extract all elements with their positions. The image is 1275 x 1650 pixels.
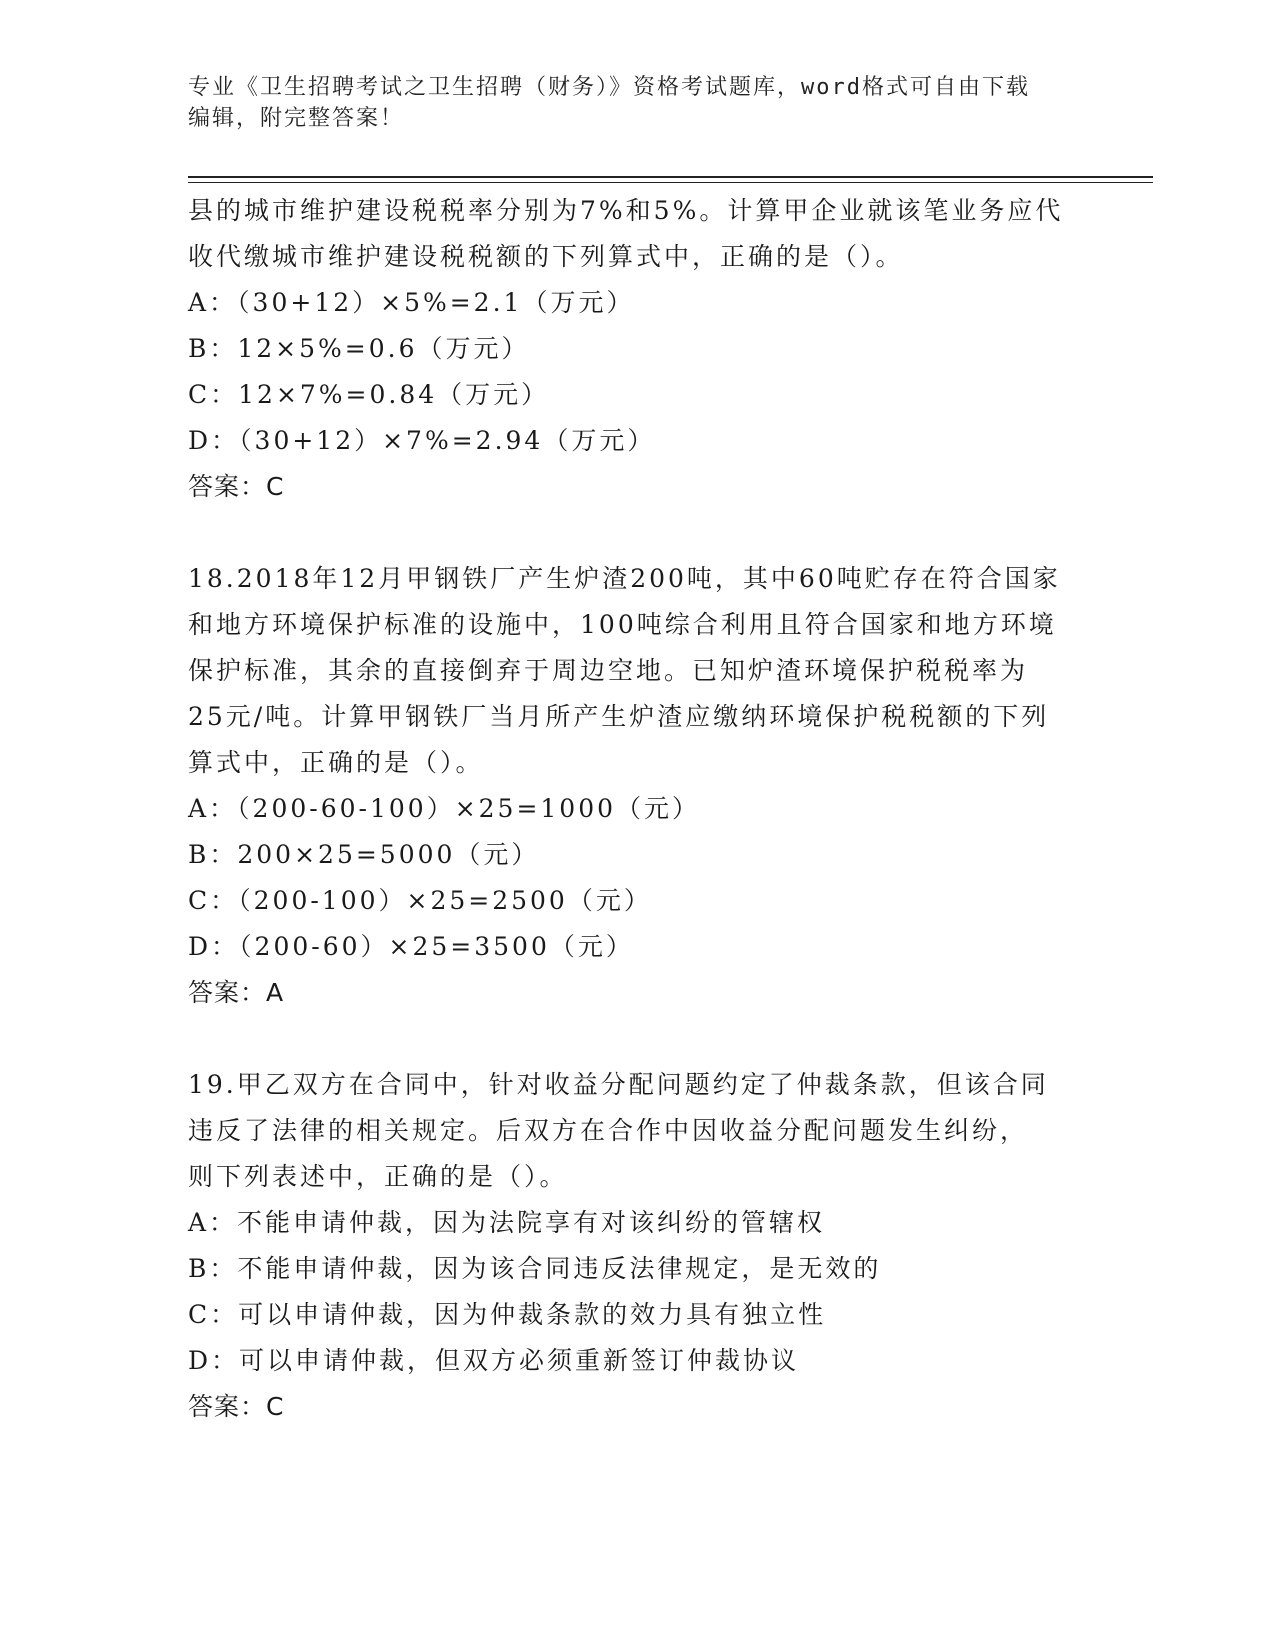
header-rule-thick (188, 176, 1153, 178)
option-c: C：12×7%=0.84（万元） (188, 380, 550, 409)
option-d: D：（30+12）×7%=2.94（万元） (188, 426, 656, 455)
option-c: C：（200-100）×25=2500（元） (188, 886, 652, 915)
answer-label: 答案：C (188, 472, 285, 501)
question-stem-line: 县的城市维护建设税税率分别为7%和5%。计算甲企业就该笔业务应代 (188, 196, 1064, 225)
option-d: D：（200-60）×25=3500（元） (188, 932, 634, 961)
header-rule-thin (188, 182, 1153, 183)
question-17 (188, 188, 1088, 510)
option-b: B：12×5%=0.6（万元） (188, 334, 530, 363)
answer-label: 答案：A (188, 978, 285, 1007)
question-19 (188, 1062, 1088, 1430)
option-a: A：（30+12）×5%=2.1（万元） (188, 288, 635, 317)
header-line-1: 专业《卫生招聘考试之卫生招聘（财务）》资格考试题库，word格式可自由下载 (188, 75, 1030, 100)
question-stem-line: 25元/吨。计算甲钢铁厂当月所产生炉渣应缴纳环境保护税税额的下列 (188, 702, 1050, 731)
header-line-2: 编辑，附完整答案！ (188, 106, 405, 131)
option-c: C：可以申请仲裁，因为仲裁条款的效力具有独立性 (188, 1300, 827, 1329)
question-stem-line: 违反了法律的相关规定。后双方在合作中因收益分配问题发生纠纷， (188, 1116, 1029, 1145)
spacer (188, 1016, 1088, 1062)
question-stem-line: 则下列表述中，正确的是（）。 (188, 1162, 568, 1191)
option-a: A：（200-60-100）×25=1000（元） (188, 794, 701, 823)
question-stem-line: 保护标准，其余的直接倒弃于周边空地。已知炉渣环境保护税税率为 (188, 656, 1029, 685)
question-stem-line: 算式中，正确的是（）。 (188, 748, 484, 777)
option-d: D：可以申请仲裁，但双方必须重新签订仲裁协议 (188, 1346, 800, 1375)
question-stem-line: 收代缴城市维护建设税税额的下列算式中，正确的是（）。 (188, 242, 904, 271)
option-b: B：不能申请仲裁，因为该合同违反法律规定，是无效的 (188, 1254, 882, 1283)
option-b: B：200×25=5000（元） (188, 840, 540, 869)
option-a: A：不能申请仲裁，因为法院享有对该纠纷的管辖权 (188, 1208, 826, 1237)
spacer (188, 510, 1088, 556)
question-content (188, 188, 1088, 1430)
question-stem-line: 19.甲乙双方在合同中，针对收益分配问题约定了仲裁条款，但该合同 (188, 1070, 1049, 1099)
question-18 (188, 556, 1088, 1016)
question-stem-line: 18.2018年12月甲钢铁厂产生炉渣200吨，其中60吨贮存在符合国家 (188, 564, 1061, 593)
page-header (188, 72, 1088, 134)
answer-label: 答案：C (188, 1392, 285, 1421)
question-stem-line: 和地方环境保护标准的设施中，100吨综合利用且符合国家和地方环境 (188, 610, 1057, 639)
